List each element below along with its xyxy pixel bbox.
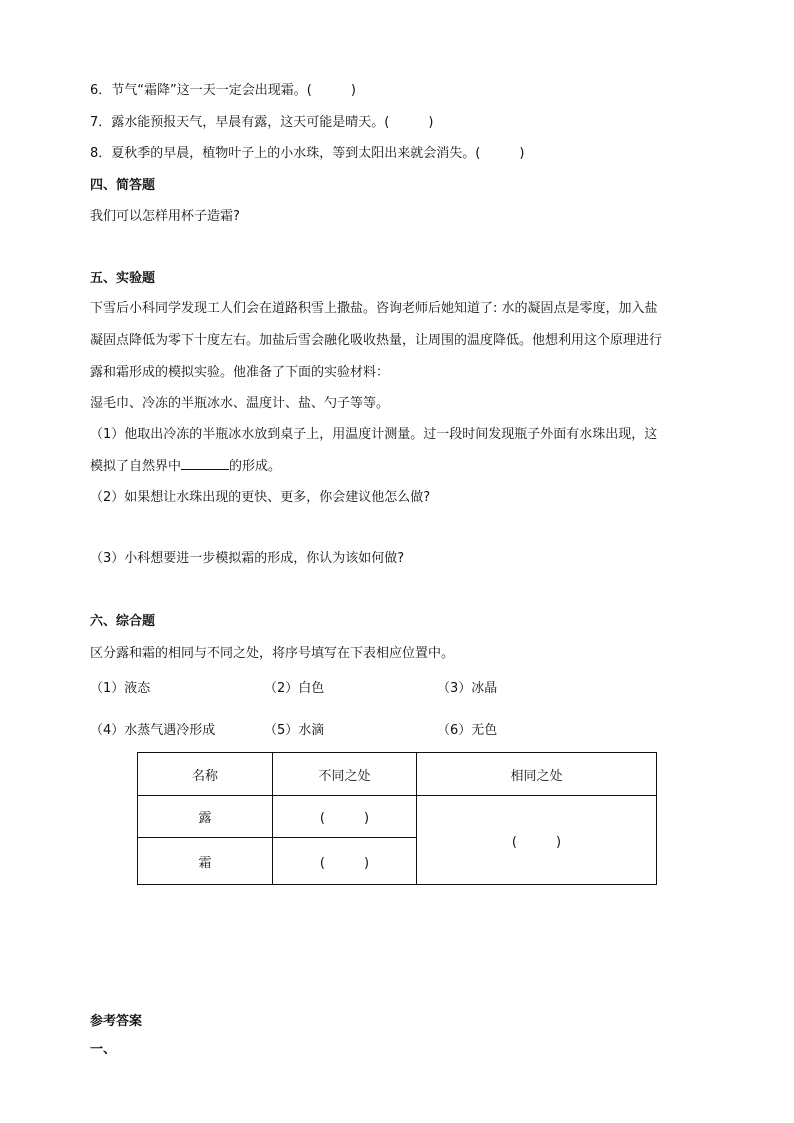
- option-6: （6）无色: [437, 723, 498, 738]
- header-diff: 不同之处: [273, 753, 417, 796]
- fill-blank[interactable]: [181, 457, 229, 470]
- experiment-q2: （2）如果想让水珠出现的更快、更多，你会建议他怎么做?: [90, 490, 431, 505]
- q1-text-after: 的形成。: [229, 459, 282, 474]
- experiment-q1-line-2: [90, 457, 281, 476]
- cell-frost-diff[interactable]: ( ): [273, 838, 417, 885]
- answers-section-1: 一、: [90, 1042, 117, 1057]
- option-2: （2）白色: [264, 681, 325, 696]
- experiment-intro-line-1: 下雪后小科同学发现工人们会在道路积雪上撒盐。咨询老师后她知道了: 水的凝固点是零度，加入盐: [90, 301, 658, 316]
- judge-question-8: 8．夏秋季的早晨，植物叶子上的小水珠，等到太阳出来就会消失。( ): [90, 146, 525, 161]
- option-4: （4）水蒸气遇冷形成: [90, 723, 216, 738]
- judge-question-6: 6．节气“霜降”这一天一定会出现霜。( ): [90, 83, 356, 98]
- option-5: （5）水滴: [264, 723, 325, 738]
- answers-heading: 参考答案: [90, 1014, 143, 1029]
- section-5-heading: 五、实验题: [90, 271, 156, 286]
- cell-same[interactable]: ( ): [417, 796, 657, 885]
- short-answer-question: 我们可以怎样用杯子造霜?: [90, 209, 240, 224]
- table-header-row: [138, 753, 657, 796]
- judge-question-7: 7．露水能预报天气，早晨有露，这天可能是晴天。( ): [90, 115, 434, 130]
- experiment-materials: 湿毛巾、冷冻的半瓶冰水、温度计、盐、勺子等等。: [90, 396, 390, 411]
- experiment-q1-line-1: （1）他取出冷冻的半瓶冰水放到桌子上，用温度计测量。过一段时间发现瓶子外面有水珠出现，这: [90, 427, 658, 442]
- experiment-q3: （3）小科想要进一步模拟霜的形成，你认为该如何做?: [90, 551, 405, 566]
- option-1: （1）液态: [90, 681, 151, 696]
- q1-text-before: 模拟了自然界中: [90, 459, 182, 474]
- section-4-heading: 四、简答题: [90, 178, 156, 193]
- experiment-intro-line-2: 凝固点降低为零下十度左右。加盐后雪会融化吸收热量，让周围的温度降低。他想利用这个原理进行: [90, 333, 663, 348]
- cell-dew-diff[interactable]: ( ): [273, 796, 417, 838]
- experiment-intro-line-3: 露和霜形成的模拟实验。他准备了下面的实验材料：: [90, 365, 390, 380]
- cell-dew-label: 露: [138, 796, 273, 838]
- dew-frost-table: [137, 752, 657, 885]
- section-6-heading: 六、综合题: [90, 614, 156, 629]
- option-3: （3）冰晶: [437, 681, 498, 696]
- table-row-dew: [138, 796, 657, 838]
- header-same: 相同之处: [417, 753, 657, 796]
- cell-frost-label: 霜: [138, 838, 273, 885]
- header-name: 名称: [138, 753, 273, 796]
- comprehensive-intro: 区分露和霜的相同与不同之处，将序号填写在下表相应位置中。: [90, 646, 455, 661]
